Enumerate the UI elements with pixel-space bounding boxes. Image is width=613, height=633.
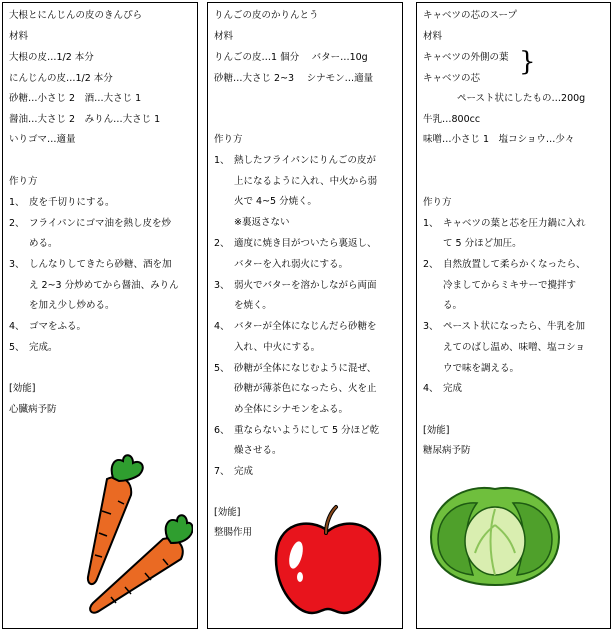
step-text: め全体にシナモンをふる。 (234, 404, 349, 415)
step-text: 重ならないようにして 5 分ほど乾 (234, 425, 380, 436)
step-text: 冷ましてからミキサーで攪拌す (443, 280, 577, 291)
brace-icon: } (519, 47, 536, 77)
method-heading: 作り方 (9, 176, 38, 187)
recipe-title: りんごの皮のかりんとう (214, 10, 319, 21)
material-item: 砂糖…小さじ 2 酒…大さじ 1 (9, 93, 142, 104)
step-number: 1、 (214, 155, 230, 166)
step-text: フライパンにゴマ油を熱し皮を炒 (29, 218, 172, 229)
step-number: 2、 (214, 238, 230, 249)
carrots-illustration (63, 451, 193, 621)
recipe-title: キャベツの芯のスープ (423, 10, 518, 21)
step-text: えてのばし温め、味噌、塩コショ (443, 342, 585, 353)
step-number: 3、 (423, 321, 439, 332)
material-item: りんごの皮…1 個分 バター…10g (214, 52, 368, 63)
effect-text: 心臓病予防 (9, 404, 57, 415)
step-number: 6、 (214, 425, 230, 436)
recipe-card-karinto (207, 2, 403, 629)
material-item: にんじんの皮…1/2 本分 (9, 73, 113, 84)
effect-text: 糖尿病予防 (423, 445, 471, 456)
step-text: 砂糖が全体になじむように混ぜ、 (234, 363, 377, 374)
step-text: める。 (29, 238, 58, 249)
effect-heading: [効能] (214, 507, 241, 518)
material-item: いりゴマ…適量 (9, 134, 76, 145)
material-item: 味噌…小さじ 1 塩コショウ…少々 (423, 134, 575, 145)
effect-heading: [効能] (423, 425, 450, 436)
step-text: 熱したフライパンにりんごの皮が (234, 155, 377, 166)
step-text: ペースト状になったら、牛乳を加 (443, 321, 586, 332)
step-text: 砂糖が薄茶色になったら、火を止 (234, 383, 377, 394)
step-text: キャベツの葉と芯を圧力鍋に入れ (443, 218, 586, 229)
material-item: 砂糖…大さじ 2~3 シナモン…適量 (214, 73, 374, 84)
step-number: 4、 (214, 321, 230, 332)
step-number: 5、 (214, 363, 230, 374)
material-item: 醤油…大さじ 2 みりん…大さじ 1 (9, 114, 161, 125)
step-text: 適度に焼き目がついたら裏返し、 (234, 238, 377, 249)
step-text: 完成 (443, 383, 463, 394)
step-number: 1、 (9, 197, 25, 208)
step-text: 完成 (234, 466, 254, 477)
recipe-title: 大根とにんじんの皮のきんぴら (9, 10, 143, 21)
step-number: 3、 (9, 259, 25, 270)
step-text: 火で 4~5 分焼く。 (234, 196, 317, 207)
step-text: を焼く。 (234, 300, 272, 311)
step-number: 7、 (214, 466, 230, 477)
step-text: しんなりしてきたら砂糖、酒を加 (29, 259, 172, 270)
step-number: 2、 (9, 218, 25, 229)
apple-illustration (270, 503, 386, 617)
step-text: え 2~3 分炒めてから醤油、みりん (29, 280, 179, 291)
step-text: 弱火でバターを溶かしながら両面 (234, 280, 377, 291)
step-text: 上になるように入れ、中火から弱 (234, 176, 378, 187)
material-item: 大根の皮…1/2 本分 (9, 52, 94, 63)
step-text: ※裏返さない (234, 217, 290, 228)
step-text: て 5 分ほど加圧。 (443, 238, 522, 249)
step-number: 2、 (423, 259, 439, 270)
material-item: キャベツの外側の葉 (423, 52, 509, 63)
step-text: バターが全体になじんだら砂糖を (234, 321, 377, 332)
cabbage-illustration (425, 479, 565, 589)
step-text: 入れ、中火にする。 (234, 342, 321, 353)
step-text: 燥させる。 (234, 445, 282, 456)
step-text: を加え少し炒める。 (29, 300, 115, 311)
step-number: 1、 (423, 218, 439, 229)
material-item: 牛乳…800cc (423, 114, 481, 125)
step-text: ウで味を調える。 (443, 363, 520, 374)
materials-heading: 材料 (423, 31, 443, 42)
effect-heading: [効能] (9, 383, 36, 394)
step-text: る。 (443, 300, 463, 311)
method-heading: 作り方 (214, 134, 243, 145)
effect-text: 整腸作用 (214, 527, 253, 538)
step-text: 完成。 (29, 342, 58, 353)
materials-heading: 材料 (9, 31, 29, 42)
material-item: キャベツの芯 (423, 73, 481, 84)
step-text: バターを入れ弱火にする。 (234, 259, 349, 270)
step-text: 皮を千切りにする。 (29, 197, 115, 208)
step-text: ゴマをふる。 (29, 321, 87, 332)
step-number: 4、 (423, 383, 439, 394)
method-heading: 作り方 (423, 197, 452, 208)
recipe-card-kinpira (2, 2, 198, 629)
material-note: ペースト状にしたもの…200g (457, 93, 586, 104)
materials-heading: 材料 (214, 31, 234, 42)
recipe-card-cabbage-soup (416, 2, 611, 629)
step-text: 自然放置して柔らかくなったら、 (443, 259, 586, 270)
step-number: 5、 (9, 342, 25, 353)
step-number: 4、 (9, 321, 25, 332)
step-number: 3、 (214, 280, 230, 291)
